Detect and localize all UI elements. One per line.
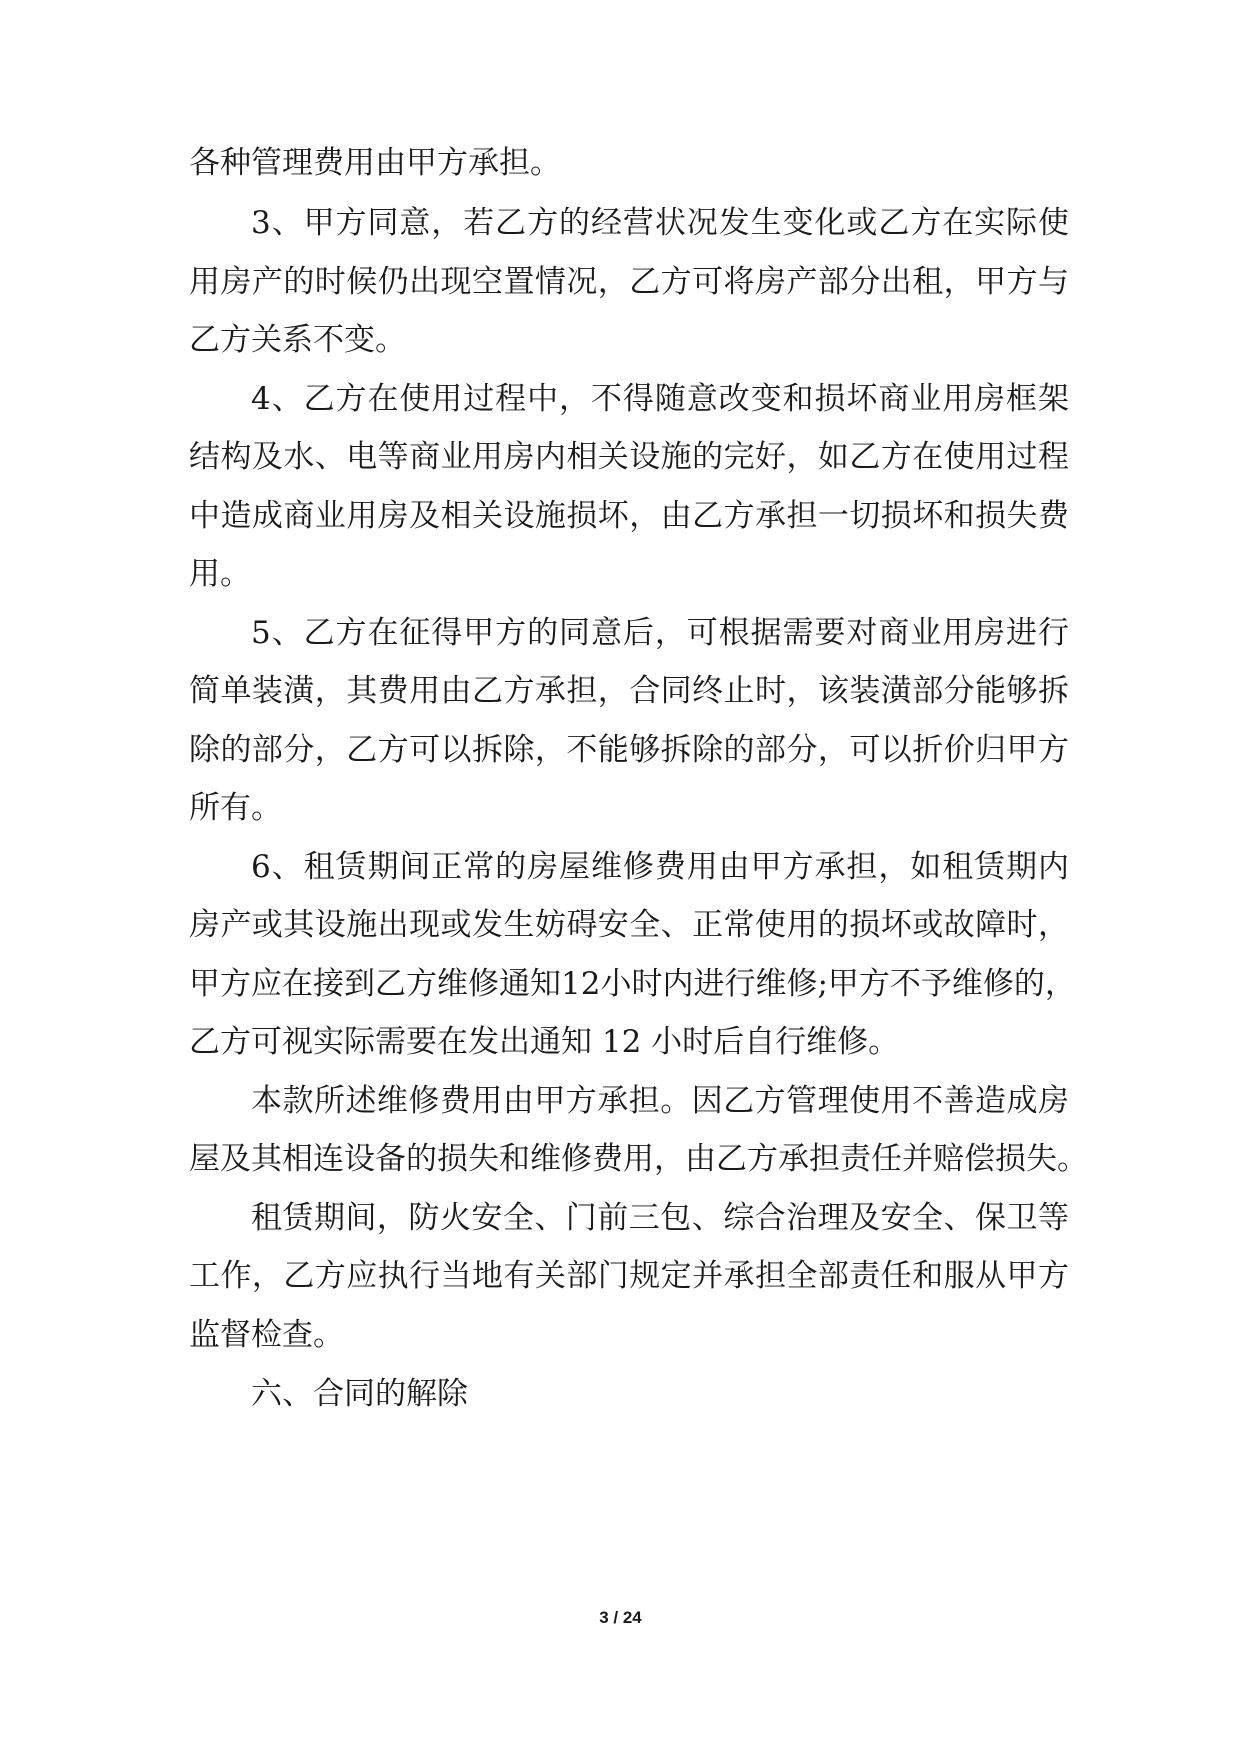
text-line: 甲方应在接到乙方维修通知12小时内进行维修;甲方不予维修的，	[189, 966, 1076, 1002]
text-line: 3、甲方同意，若乙方的经营状况发生变化或乙方在实际使	[251, 205, 1069, 241]
text-line: 用房产的时候仍出现空置情况，乙方可将房产部分出租，甲方与	[189, 264, 1069, 300]
text-line: 乙方可视实际需要在发出通知 12 小时后自行维修。	[189, 1024, 900, 1060]
text-line: 除的部分，乙方可以拆除，不能够拆除的部分，可以折价归甲方	[189, 732, 1069, 768]
text-line: 乙方关系不变。	[189, 322, 406, 358]
text-line: 结构及水、电等商业用房内相关设施的完好，如乙方在使用过程	[189, 439, 1069, 475]
text-line: 监督检查。	[189, 1317, 344, 1353]
section-heading: 六、合同的解除	[251, 1376, 468, 1412]
text-line: 所有。	[189, 790, 282, 826]
text-line: 租赁期间，防火安全、门前三包、综合治理及安全、保卫等	[251, 1200, 1069, 1236]
page-number: 3 / 24	[599, 1608, 642, 1627]
text-line: 6、租赁期间正常的房屋维修费用由甲方承担，如租赁期内	[251, 849, 1069, 885]
text-line: 4、乙方在使用过程中，不得随意改变和损坏商业用房框架	[251, 381, 1069, 417]
text-line: 各种管理费用由甲方承担。	[189, 145, 561, 181]
text-line: 房产或其设施出现或发生妨碍安全、正常使用的损坏或故障时，	[189, 907, 1069, 943]
text-line: 用。	[189, 556, 251, 592]
text-line: 中造成商业用房及相关设施损坏，由乙方承担一切损坏和损失费	[189, 498, 1069, 534]
text-line: 简单装潢，其费用由乙方承担，合同终止时，该装潢部分能够拆	[189, 673, 1069, 709]
text-line: 屋及其相连设备的损失和维修费用，由乙方承担责任并赔偿损失。	[189, 1141, 1088, 1177]
text-line: 5、乙方在征得甲方的同意后，可根据需要对商业用房进行	[251, 615, 1069, 651]
text-line: 本款所述维修费用由甲方承担。因乙方管理使用不善造成房	[251, 1083, 1069, 1119]
text-line: 工作，乙方应执行当地有关部门规定并承担全部责任和服从甲方	[189, 1258, 1069, 1294]
